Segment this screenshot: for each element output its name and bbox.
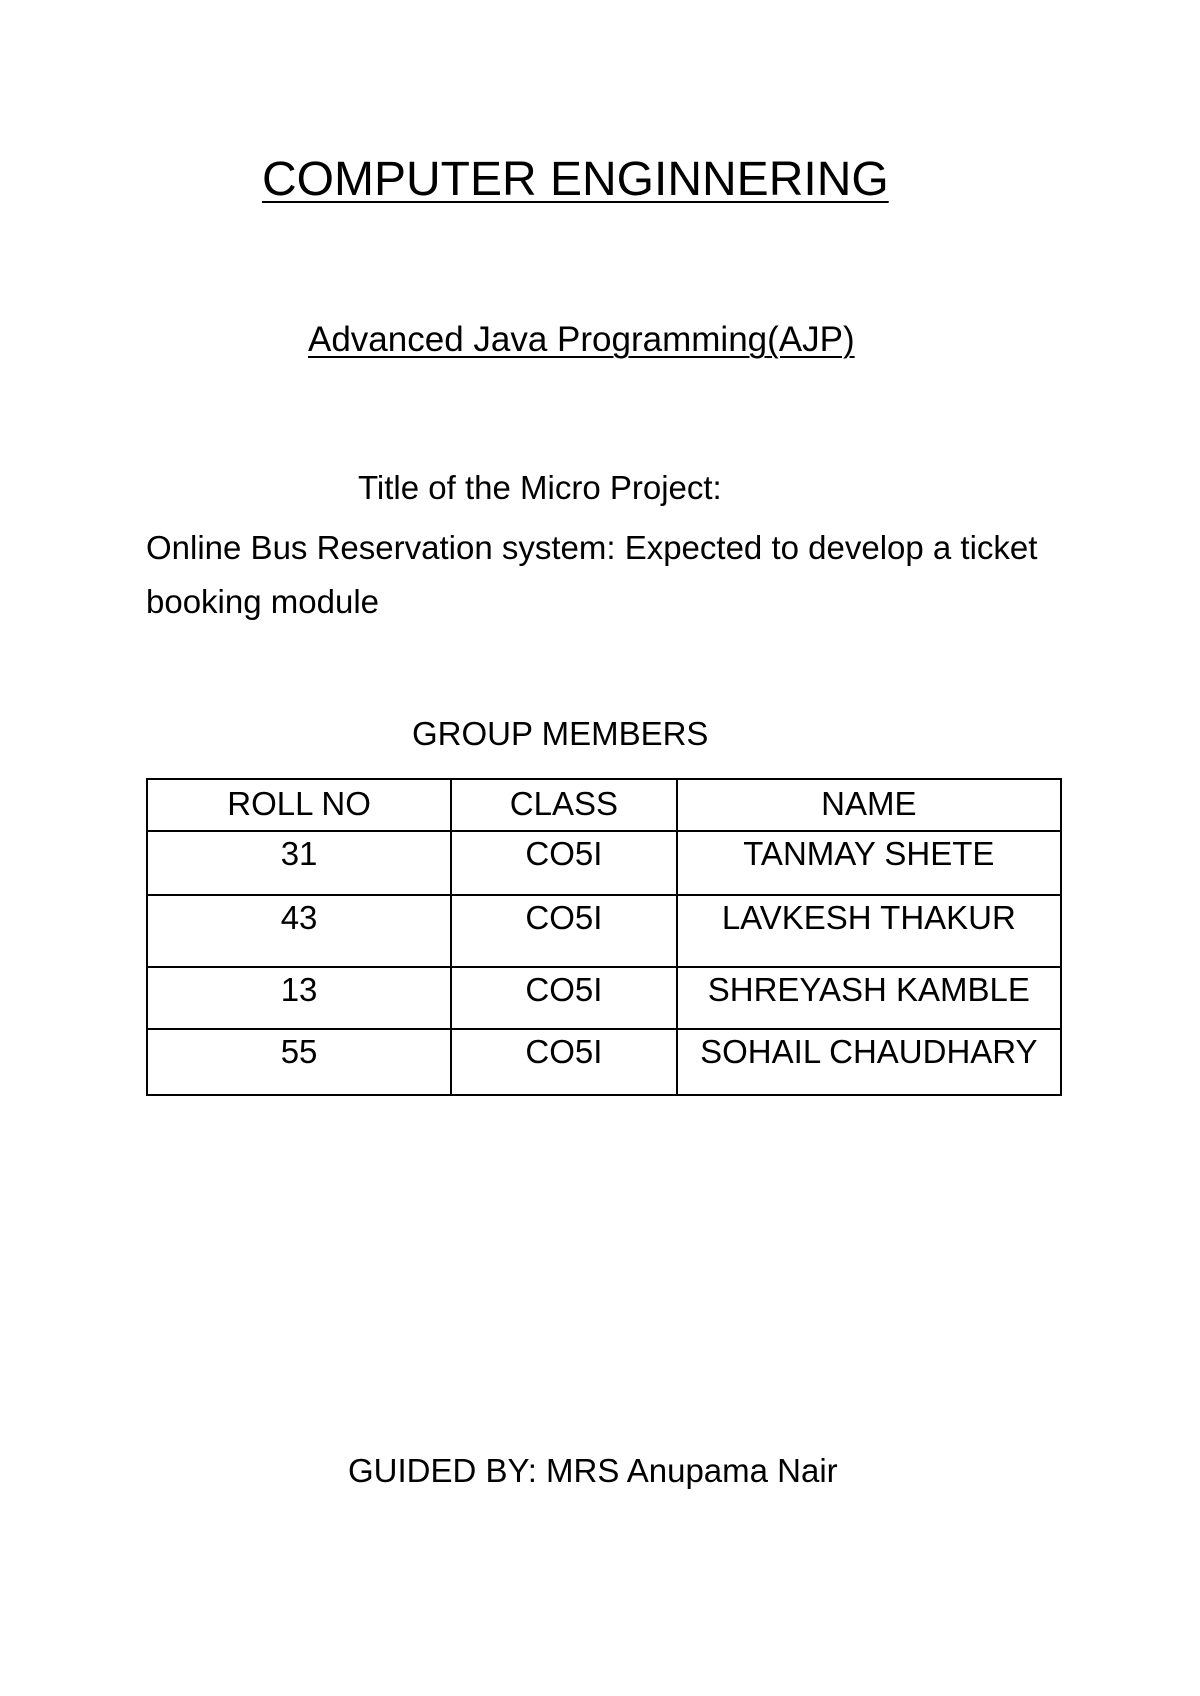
roll-no-cell: 43 — [147, 895, 451, 967]
department-heading: COMPUTER ENGINNERING — [262, 153, 889, 206]
class-cell: CO5I — [451, 895, 677, 967]
table-row — [147, 967, 1061, 1029]
roll-no-cell: 55 — [147, 1029, 451, 1095]
subject-heading: Advanced Java Programming(AJP) — [308, 320, 855, 359]
name-cell: SOHAIL CHAUDHARY — [677, 1029, 1061, 1095]
project-title-text: Online Bus Reservation system: Expected to develop a ticket booking module — [146, 529, 1038, 620]
table-row — [147, 831, 1061, 895]
column-header-roll-no: ROLL NO — [147, 779, 451, 831]
table-row — [147, 1029, 1061, 1095]
name-cell: LAVKESH THAKUR — [677, 895, 1061, 967]
class-cell: CO5I — [451, 967, 677, 1029]
name-cell: SHREYASH KAMBLE — [677, 967, 1061, 1029]
roll-no-cell: 13 — [147, 967, 451, 1029]
project-title-label: Title of the Micro Project: — [358, 469, 722, 506]
class-cell: CO5I — [451, 831, 677, 895]
guided-by-text: GUIDED BY: MRS Anupama Nair — [348, 1452, 838, 1489]
group-members-table — [146, 778, 1062, 1096]
group-members-heading: GROUP MEMBERS — [412, 715, 709, 752]
table-row — [147, 895, 1061, 967]
name-cell: TANMAY SHETE — [677, 831, 1061, 895]
table-header-row — [147, 779, 1061, 831]
column-header-name: NAME — [677, 779, 1061, 831]
roll-no-cell: 31 — [147, 831, 451, 895]
column-header-class: CLASS — [451, 779, 677, 831]
class-cell: CO5I — [451, 1029, 677, 1095]
